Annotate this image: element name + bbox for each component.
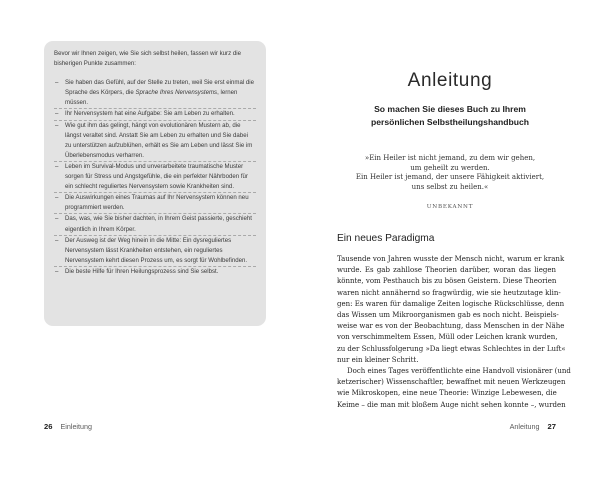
summary-box	[44, 41, 266, 326]
section-heading: Ein neues Paradigma	[337, 233, 435, 244]
summary-intro: Bevor wir Ihnen zeigen, wie Sie sich selbst heilen, fassen wir kurz die bisherigen Punkte zusammen:	[54, 50, 241, 68]
chapter-subtitle: So machen Sie dieses Buch zu Ihrem persönlichen Selbstheilungshandbuch	[370, 104, 530, 127]
right-footer	[510, 422, 556, 431]
left-footer	[44, 422, 92, 431]
body-line: weise war es von der Beobachtung, dass Menschen in der Nähe	[337, 322, 565, 331]
running-head: Anleitung	[509, 422, 540, 431]
body-line: von verschimmeltem Essen, Müll oder Leichen krank wurden,	[337, 333, 558, 342]
quote-author: UNBEKANNT	[426, 204, 474, 210]
summary-item: – Leben im Survival-Modus und unverarbeitete traumatische Muster sorgen für Stress und Angstgefühle, die ein perfekter Nährboden für ein schlecht reguliertes Nervensystem sowie Krankheiten sind.	[54, 161, 256, 192]
page-number: 27	[547, 422, 556, 431]
body-line: könnte, vom Pesthauch bis zu bösen Geistern. Diese Theorien	[337, 277, 557, 286]
right-page	[300, 0, 600, 478]
epigraph-quote: »Ein Heiler ist nicht jemand, zu dem wir gehen, um geheilt zu werden. Ein Heiler ist jemand, der unsere Fähigkeit aktiviert, uns selbst zu heilen.«	[355, 154, 545, 191]
running-head: Einleitung	[60, 422, 93, 431]
summary-item: – Die Auswirkungen eines Traumas auf Ihr Nervensystem können neu programmiert werden.	[54, 192, 256, 213]
summary-item: – Die beste Hilfe für Ihren Heilungsprozess sind Sie selbst.	[54, 266, 256, 277]
page-number: 26	[44, 422, 53, 431]
body-text	[337, 254, 571, 411]
body-line: Doch eines Tages veröffentlichte eine Handvoll visionärer (und	[347, 367, 571, 376]
chapter-title: Anleitung	[407, 70, 493, 91]
body-line: wie Mikroskopen, eine neue Theorie: Winzige Lebewesen, die	[337, 389, 557, 398]
body-line: Tausende von Jahren wusste der Mensch nicht, warum er krank	[337, 255, 565, 263]
body-line: nur ein kleiner Schritt.	[337, 355, 419, 364]
summary-item: – Das, was, wie Sie bisher dachten, in Ihrem Geist passierte, geschieht eigentlich in Ihrem Körper.	[54, 213, 256, 234]
summary-item: – Wie gut ihm das gelingt, hängt von evolutionären Mustern ab, die längst veraltet sind. Anstatt Sie am Leben zu erhalten und Sie dabei zu unterstützen aufzublühen, erhält es Sie am Leben und lässt Sie im Überlebensmodus verharren.	[54, 120, 256, 161]
body-line: ketzerischer) Wissenschaftler, bewaffnet mit neuen Werkzeugen	[337, 378, 566, 387]
summary-item: – Sie haben das Gefühl, auf der Stelle zu treten, weil Sie erst einmal die Sprache des Körpers, die Sprache Ihres Nervensystems, lernen müssen.	[54, 78, 256, 108]
body-line: zu der Schlussfolgerung »Da liegt etwas Schlechtes in der Luft«	[337, 344, 566, 353]
body-line: wurde. Es gab zahllose Theorien darüber, woran das liegen	[337, 266, 556, 275]
summary-list	[54, 78, 256, 277]
summary-item: – Der Ausweg ist der Weg hinein in die Mitte: Ein dysreguliertes Nervensystem lässt Krankheiten entstehen, ein reguliertes Nervensystem kehrt diesen Prozess um, es sorgt für Wohlbefinden.	[54, 235, 256, 266]
body-line: das Wissen um Mikroorganismen gab es noch nicht. Beispiels-	[337, 311, 559, 320]
summary-emphasis: Sprache Ihres Nervensystems	[135, 89, 218, 97]
summary-item: – Ihr Nervensystem hat eine Aufgabe: Sie am Leben zu erhalten.	[54, 108, 256, 119]
body-line: waren nicht annähernd so fragwürdig, wie sie heutzutage klin-	[337, 288, 561, 297]
body-line: gen: Es waren für damalige Zeiten logische Rückschlüsse, denn	[337, 299, 565, 308]
body-line: Keime – die man mit bloßem Auge nicht sehen konnte –, wurden	[337, 400, 566, 409]
